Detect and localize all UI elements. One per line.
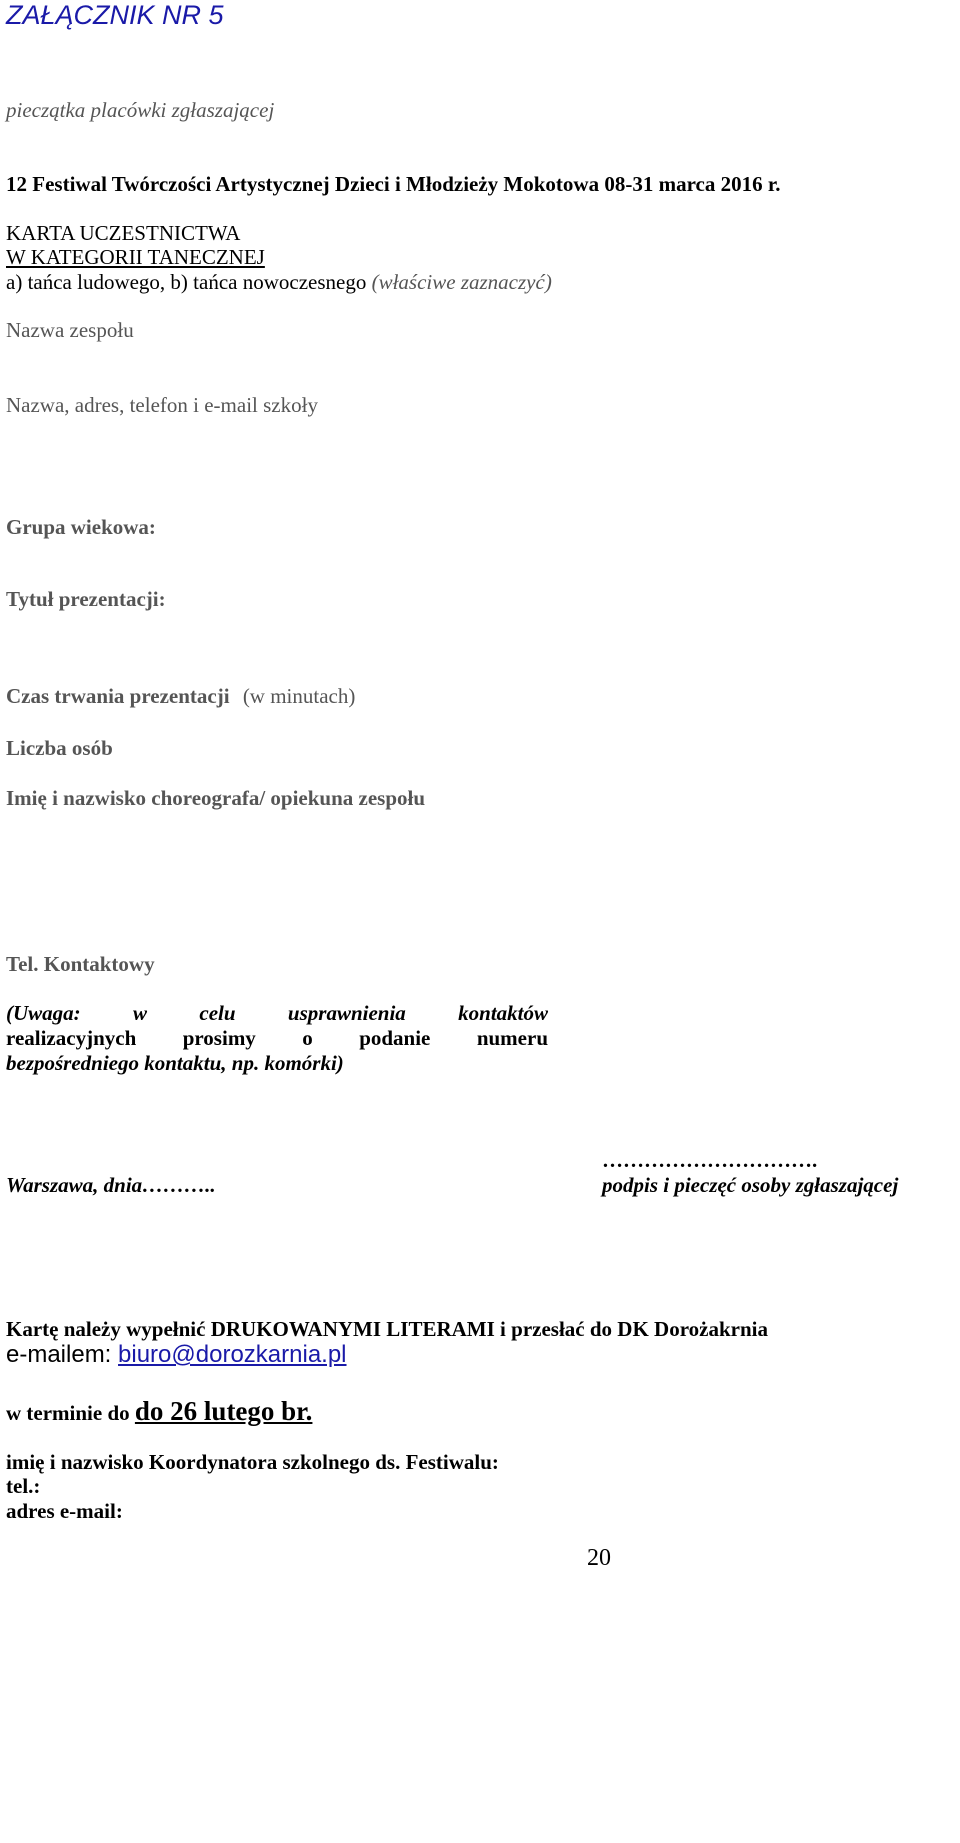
email-line (6, 1341, 347, 1369)
note-word: celu (199, 1001, 236, 1025)
email-link[interactable]: biuro@dorozkarnia.pl (118, 1341, 347, 1368)
note-word: numeru (476, 1026, 549, 1050)
duration-unit: (w minutach) (242, 684, 356, 708)
note-line3: bezpośredniego kontaktu, np. komórki) (6, 1051, 344, 1075)
note-word: realizacyjnych (6, 1026, 137, 1050)
note-word: usprawnienia (287, 1001, 406, 1025)
people-count-label: Liczba osób (6, 736, 113, 760)
fill-instruction: Kartę należy wypełnić DRUKOWANYMI LITERAMI i przesłać do DK Dorożakrnia (6, 1317, 768, 1341)
card-title-line2: W KATEGORII TANECZNEJ (6, 245, 265, 269)
festival-line: 12 Festiwal Twórczości Artystycznej Dzieci i Młodzieży Mokotowa 08-31 marca 2016 r. (6, 172, 781, 196)
team-name-label: Nazwa zespołu (6, 318, 134, 342)
age-group-label: Grupa wiekowa: (6, 515, 156, 539)
phone-label: Tel. Kontaktowy (6, 952, 155, 976)
page-number: 20 (587, 1545, 611, 1571)
coordinator-email-label: adres e-mail: (6, 1499, 123, 1523)
school-info-label: Nazwa, adres, telefon i e-mail szkoły (6, 393, 318, 417)
card-title-line1: KARTA UCZESTNICTWA (6, 221, 241, 245)
place-date: Warszawa, dnia……….. (6, 1173, 216, 1197)
presentation-title-label: Tytuł prezentacji: (6, 587, 166, 611)
stamp-placeholder: pieczątka placówki zgłaszającej (6, 98, 275, 122)
deadline-prefix: w terminie do (6, 1401, 135, 1425)
note-word: podanie (359, 1026, 431, 1050)
category-note: (właściwe zaznaczyć) (371, 270, 552, 294)
deadline-date: do 26 lutego br. (134, 1396, 313, 1426)
deadline-line (6, 1396, 312, 1427)
signature-dots: …………………………. (602, 1148, 818, 1172)
note-line1 (6, 1001, 548, 1025)
category-line (6, 270, 552, 294)
note-word: prosimy (182, 1026, 256, 1050)
note-word: w (133, 1001, 148, 1025)
email-prefix: e-mailem: (6, 1341, 119, 1368)
choreographer-label: Imię i nazwisko choreografa/ opiekuna zespołu (6, 786, 426, 810)
coordinator-label: imię i nazwisko Koordynatora szkolnego ds. Festiwalu: (6, 1450, 499, 1474)
note-word: kontaktów (458, 1001, 549, 1025)
note-word: (Uwaga: (6, 1001, 81, 1025)
duration-label: Czas trwania prezentacji (6, 684, 230, 708)
note-word: o (302, 1026, 313, 1050)
coordinator-phone-label: tel.: (6, 1474, 41, 1498)
duration-line (6, 684, 355, 708)
category-options: a) tańca ludowego, b) tańca nowoczesnego (6, 270, 367, 294)
signature-label: podpis i pieczęć osoby zgłaszającej (602, 1173, 899, 1197)
attachment-title: ZAŁĄCZNIK NR 5 (6, 0, 224, 30)
note-line2 (6, 1026, 548, 1050)
